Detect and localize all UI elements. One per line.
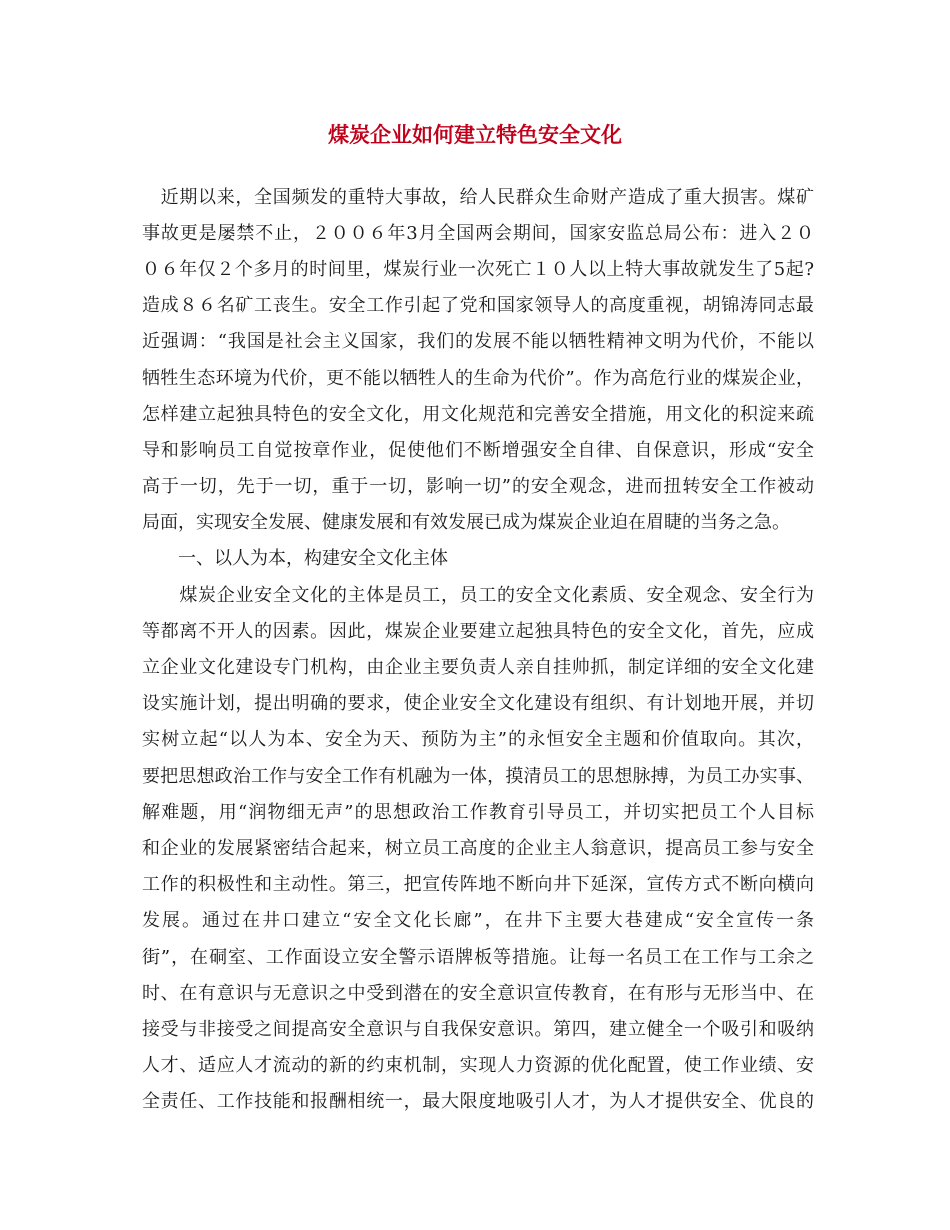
document-title: 煤炭企业如何建立特色安全文化 (328, 122, 622, 147)
body-line: 设实施计划，提出明确的要求，使企业安全文化建设有组织、有计划地开展，并切 (142, 693, 814, 714)
body-line: 全责任、工作技能和报酬相统一，最大限度地吸引人才，为人才提供安全、优良的 (142, 1091, 814, 1112)
body-line: 接受与非接受之间提高安全意识与自我保安意识。第四，建立健全一个吸引和吸纳 (142, 1019, 814, 1040)
body-line: 街”，在硐室、工作面设立安全警示语牌板等措施。让每一名员工在工作与工余之 (142, 947, 814, 968)
body-line: 解难题，用“润物细无声”的思想政治工作教育引导员工，并切实把员工个人目标 (142, 802, 814, 823)
body-line: 牺牲生态环境为代价，更不能以牺牲人的生命为代价”。作为高危行业的煤炭企业， (142, 368, 814, 389)
body-line: 发展。通过在井口建立“安全文化长廊”，在井下主要大巷建成“安全宣传一条 (142, 910, 814, 931)
body-line: 工作的积极性和主动性。第三，把宣传阵地不断向井下延深，宣传方式不断向横向 (142, 874, 814, 895)
body-line: 事故更是屡禁不止，２００６年3月全国两会期间，国家安监总局公布：进入２０ (142, 223, 814, 244)
body-line: 近期以来，全国频发的重特大事故，给人民群众生命财产造成了重大损害。煤矿 (142, 187, 814, 208)
body-line: ０６年仅２个多月的时间里，煤炭行业一次死亡１０人以上特大事故就发生了5起? (142, 259, 814, 280)
section-heading: 一、以人为本，构建安全文化主体 (142, 548, 448, 569)
body-line: 人才、适应人才流动的新的约束机制，实现人力资源的优化配置，使工作业绩、安 (142, 1055, 814, 1076)
body-line: 近强调：“我国是社会主义国家，我们的发展不能以牺牲精神文明为代价，不能以 (142, 331, 814, 352)
body-line: 造成８６名矿工丧生。安全工作引起了党和国家领导人的高度重视，胡锦涛同志最 (142, 295, 814, 316)
body-line: 实树立起“以人为本、安全为天、预防为主”的永恒安全主题和价值取向。其次， (142, 729, 814, 750)
body-line: 等都离不开人的因素。因此，煤炭企业要建立起独具特色的安全文化，首先，应成 (142, 621, 814, 642)
body-line: 和企业的发展紧密结合起来，树立员工高度的企业主人翁意识，提高员工参与安全 (142, 838, 814, 859)
body-line: 时、在有意识与无意识之中受到潜在的安全意识宣传教育，在有形与无形当中、在 (142, 983, 814, 1004)
body-line: 导和影响员工自觉按章作业，促使他们不断增强安全自律、自保意识，形成“安全 (142, 440, 814, 461)
body-line: 立企业文化建设专门机构，由企业主要负责人亲自挂帅抓，制定详细的安全文化建 (142, 657, 814, 678)
body-line: 怎样建立起独具特色的安全文化，用文化规范和完善安全措施，用文化的积淀来疏 (142, 404, 814, 425)
body-line: 煤炭企业安全文化的主体是员工，员工的安全文化素质、安全观念、安全行为 (142, 585, 814, 606)
body-line: 局面，实现安全发展、健康发展和有效发展已成为煤炭企业迫在眉睫的当务之急。 (142, 512, 790, 533)
body-line: 高于一切，先于一切，重于一切，影响一切”的安全观念，进而扭转安全工作被动 (142, 476, 814, 497)
body-line: 要把思想政治工作与安全工作有机融为一体，摸清员工的思想脉搏，为员工办实事、 (142, 766, 814, 787)
